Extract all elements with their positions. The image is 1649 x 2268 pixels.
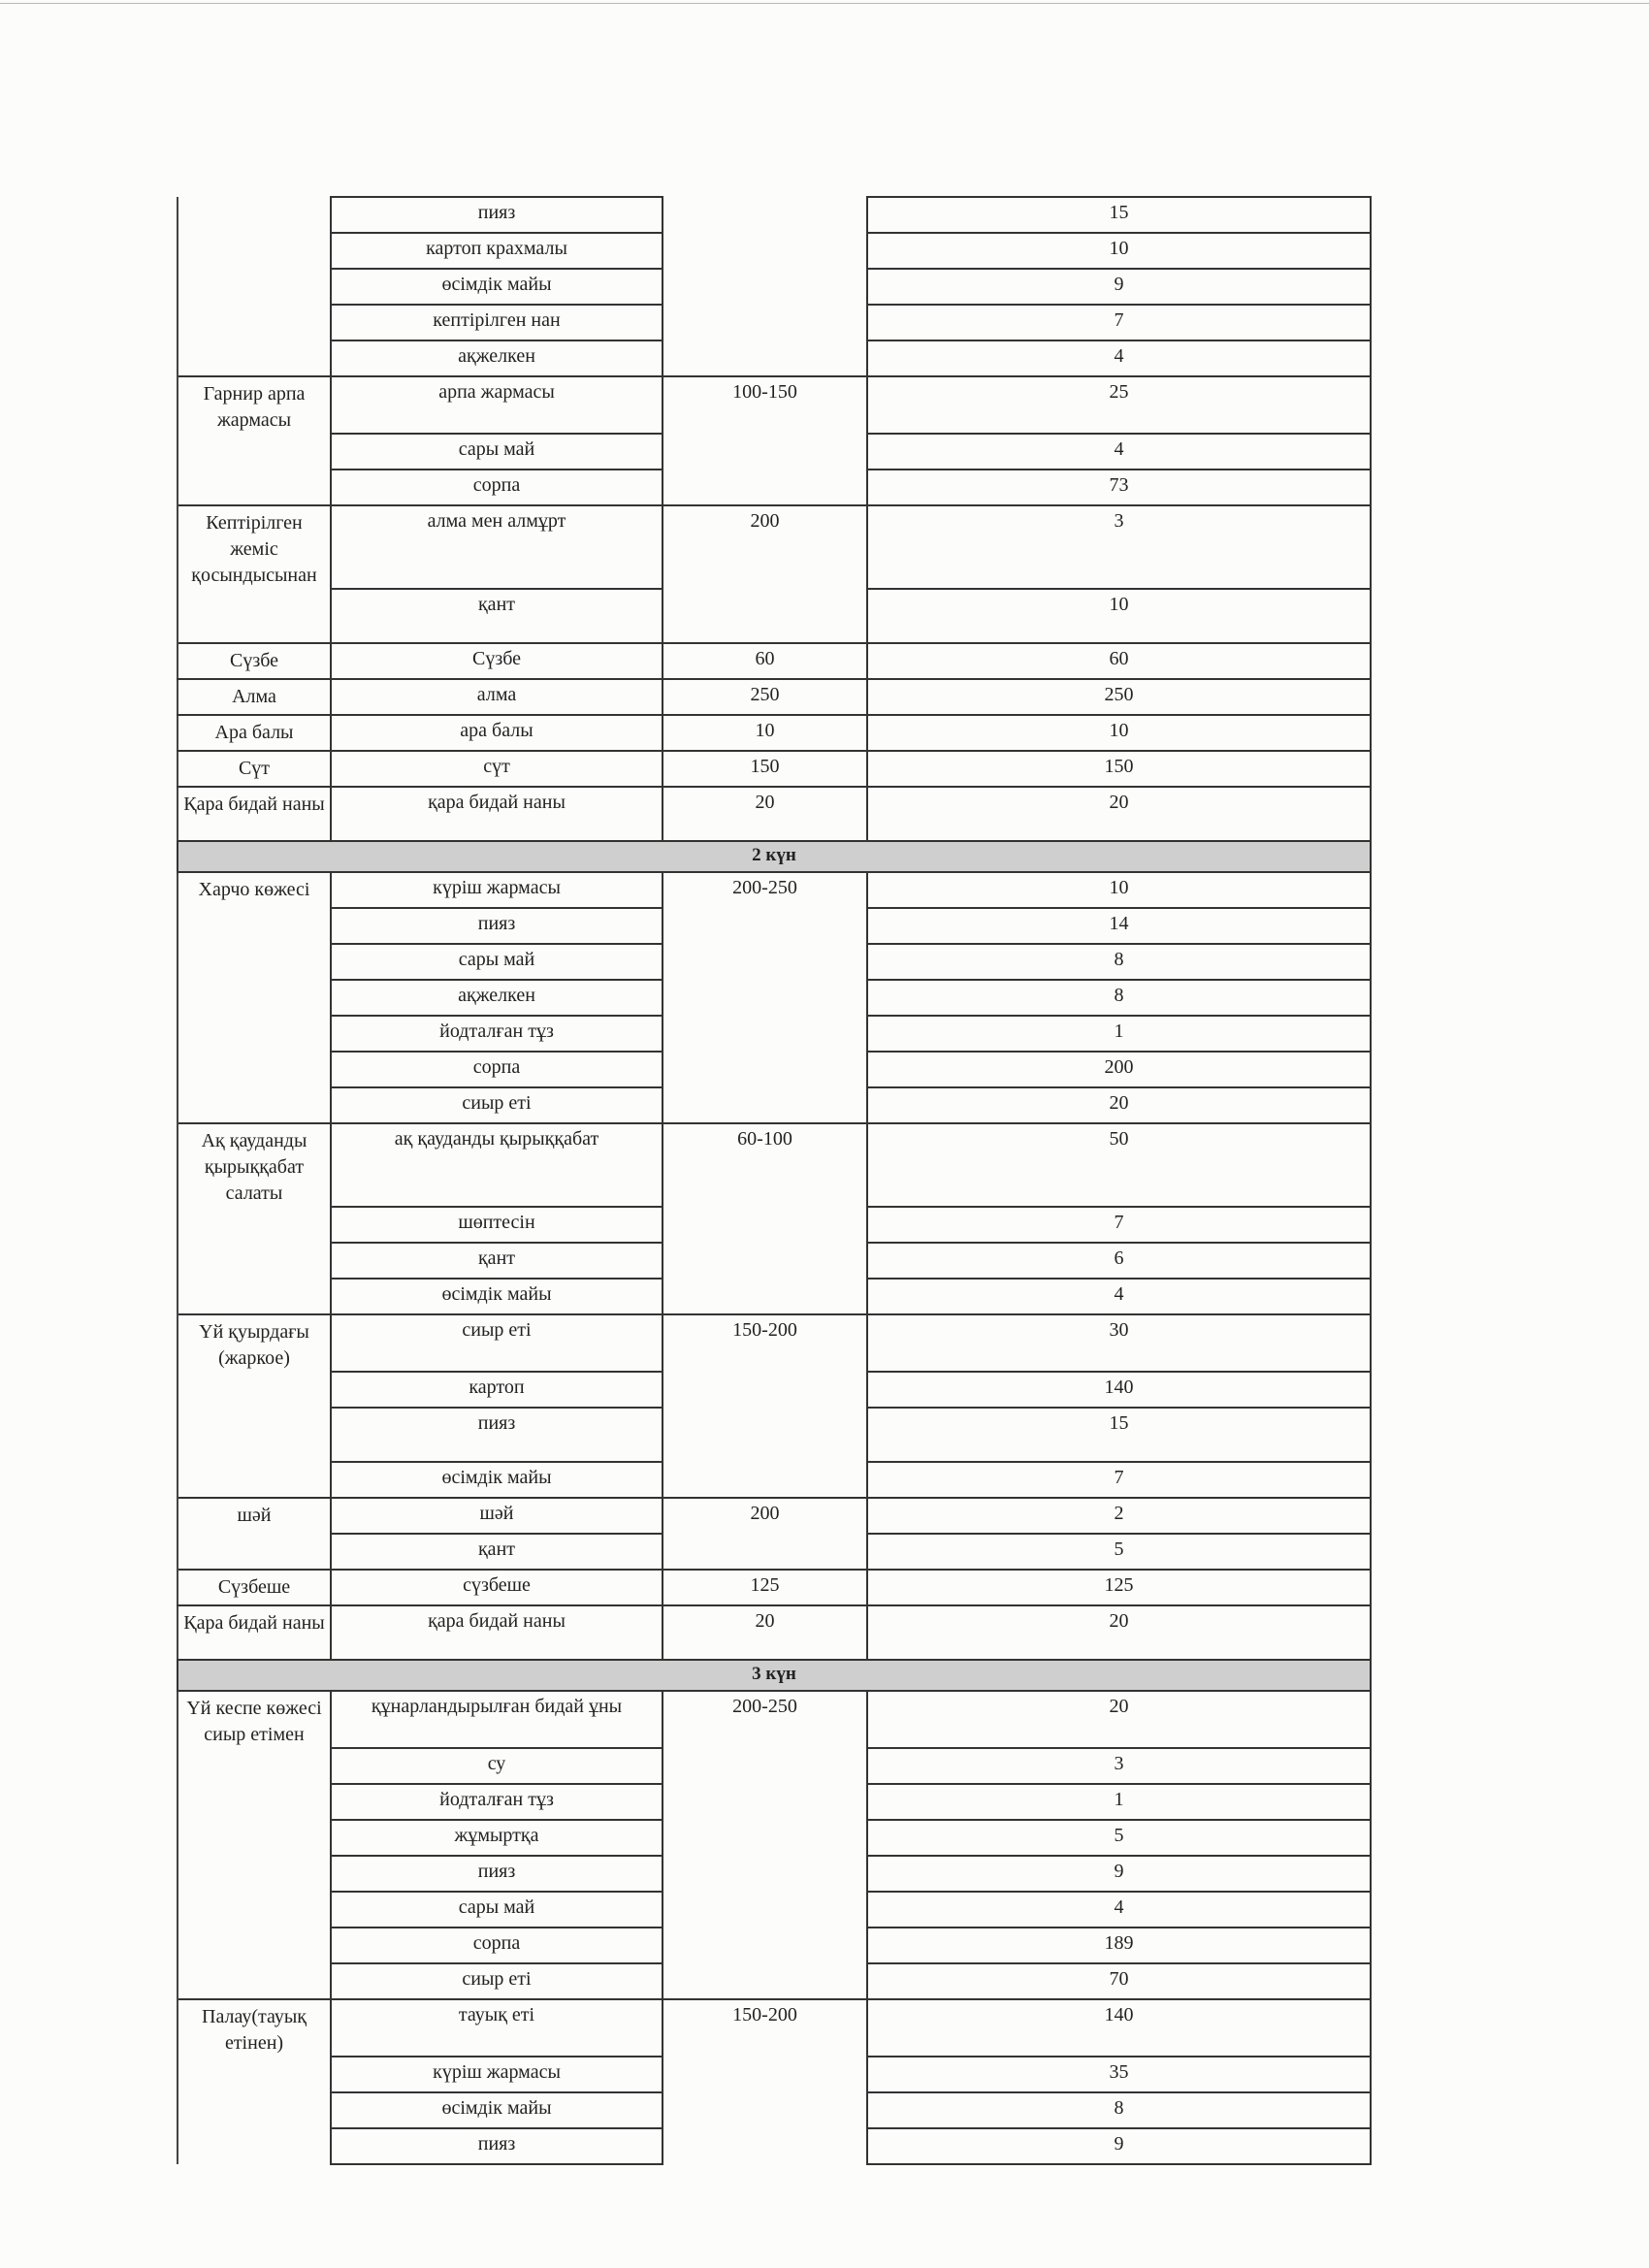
table-row [178,1372,1371,1408]
amount-cell: 1 [867,1016,1371,1052]
ingredient-cell: пияз [331,1856,663,1892]
amount-cell: 150 [867,751,1371,787]
dish-cell: шәй [178,1498,331,1534]
dish-cell [178,1408,331,1462]
ingredient-cell: сары май [331,1892,663,1928]
dish-cell [178,340,331,376]
ingredient-cell: йодталған тұз [331,1016,663,1052]
table-row [178,872,1371,908]
amount-cell: 7 [867,1207,1371,1243]
amount-cell: 8 [867,980,1371,1016]
ingredient-cell: өсімдік майы [331,2092,663,2128]
ingredient-cell: картоп крахмалы [331,233,663,269]
portion-cell: 150 [663,751,867,787]
ingredient-cell: су [331,1748,663,1784]
portion-cell: 150-200 [663,1999,867,2057]
dish-cell: Қара бидай наны [178,787,331,841]
amount-cell: 4 [867,1892,1371,1928]
table-row [178,643,1371,679]
dish-cell [178,2092,331,2128]
table-row [178,589,1371,643]
ingredient-cell: жұмыртқа [331,1820,663,1856]
amount-cell: 7 [867,1462,1371,1498]
dish-cell [178,1016,331,1052]
portion-cell [663,1784,867,1820]
portion-cell: 150-200 [663,1314,867,1372]
amount-cell: 14 [867,908,1371,944]
dish-cell [178,197,331,233]
portion-cell [663,1963,867,1999]
portion-cell [663,1748,867,1784]
ingredient-cell: өсімдік майы [331,269,663,305]
ingredient-cell: қара бидай наны [331,787,663,841]
ingredient-cell: пияз [331,1408,663,1462]
amount-cell: 4 [867,434,1371,470]
dish-cell: Палау(тауық етінен) [178,1999,331,2057]
amount-cell: 125 [867,1570,1371,1605]
ingredient-cell: сорпа [331,1928,663,1963]
ingredient-cell: Сүзбе [331,643,663,679]
portion-cell [663,305,867,340]
table-row [178,376,1371,434]
table-row [178,470,1371,505]
table-row [178,305,1371,340]
table-row [178,1052,1371,1087]
amount-cell: 9 [867,2128,1371,2164]
ingredient-cell: сиыр еті [331,1963,663,1999]
dish-cell [178,1372,331,1408]
amount-cell: 5 [867,1534,1371,1570]
portion-cell [663,1408,867,1462]
portion-cell [663,269,867,305]
portion-cell: 10 [663,715,867,751]
dish-cell: Сүзбеше [178,1570,331,1605]
amount-cell: 4 [867,1279,1371,1314]
portion-cell [663,1928,867,1963]
table-row [178,787,1371,841]
dish-cell [178,233,331,269]
table-row [178,233,1371,269]
amount-cell: 250 [867,679,1371,715]
amount-cell: 3 [867,505,1371,589]
portion-cell [663,340,867,376]
dish-cell [178,2057,331,2092]
ingredient-cell: құнарландырылған бидай ұны [331,1691,663,1748]
table-row [178,1279,1371,1314]
ingredient-cell: сары май [331,944,663,980]
table-row [178,2128,1371,2164]
ingredient-cell: сорпа [331,1052,663,1087]
ingredient-cell: арпа жармасы [331,376,663,434]
ingredient-cell: өсімдік майы [331,1279,663,1314]
ingredient-cell: күріш жармасы [331,872,663,908]
ingredient-cell: тауық еті [331,1999,663,2057]
table-row [178,1243,1371,1279]
portion-cell: 200-250 [663,872,867,908]
dish-cell: Харчо көжесі [178,872,331,908]
table-row [178,1963,1371,1999]
amount-cell: 10 [867,589,1371,643]
table-row [178,1605,1371,1660]
ingredient-cell: ақжелкен [331,980,663,1016]
amount-cell: 30 [867,1314,1371,1372]
dish-cell [178,1784,331,1820]
ingredient-cell: сары май [331,434,663,470]
dish-cell [178,908,331,944]
dish-cell [178,1462,331,1498]
table-row [178,505,1371,589]
dish-cell [178,1820,331,1856]
portion-cell: 200-250 [663,1691,867,1748]
portion-cell [663,1052,867,1087]
dish-cell [178,589,331,643]
amount-cell: 20 [867,1691,1371,1748]
table-row [178,1892,1371,1928]
amount-cell: 8 [867,2092,1371,2128]
portion-cell [663,2092,867,2128]
dish-cell [178,1279,331,1314]
day-header-row [178,1660,1371,1691]
table-row [178,1999,1371,2057]
table-row [178,2092,1371,2128]
portion-cell [663,1462,867,1498]
dish-cell: Қара бидай наны [178,1605,331,1660]
dish-cell: Үй қуырдағы (жаркое) [178,1314,331,1372]
ingredient-cell: ақжелкен [331,340,663,376]
dish-cell [178,1207,331,1243]
portion-cell: 100-150 [663,376,867,434]
table-row [178,1856,1371,1892]
dish-cell [178,1892,331,1928]
table-row [178,1820,1371,1856]
dish-cell: Кептірілген жеміс қосындысынан [178,505,331,589]
ingredient-cell: алма [331,679,663,715]
ingredient-cell: шөптесін [331,1207,663,1243]
ingredient-cell: сорпа [331,470,663,505]
dish-cell: Сүзбе [178,643,331,679]
table-row [178,1314,1371,1372]
dish-cell [178,434,331,470]
table-row [178,1928,1371,1963]
dish-cell [178,1052,331,1087]
table-row [178,1207,1371,1243]
dish-cell [178,1534,331,1570]
amount-cell: 2 [867,1498,1371,1534]
amount-cell: 60 [867,643,1371,679]
ingredient-cell: алма мен алмұрт [331,505,663,589]
dish-cell: Үй кеспе көжесі сиыр етімен [178,1691,331,1748]
dish-cell [178,269,331,305]
amount-cell: 4 [867,340,1371,376]
dish-cell: Гарнир арпа жармасы [178,376,331,434]
ingredient-cell: кептірілген нан [331,305,663,340]
ingredient-cell: күріш жармасы [331,2057,663,2092]
amount-cell: 15 [867,197,1371,233]
amount-cell: 70 [867,1963,1371,1999]
table-row [178,434,1371,470]
amount-cell: 9 [867,269,1371,305]
ingredient-cell: ара балы [331,715,663,751]
ingredient-cell: қант [331,1243,663,1279]
ingredient-cell: пияз [331,2128,663,2164]
dish-cell [178,1928,331,1963]
portion-cell: 200 [663,505,867,589]
amount-cell: 140 [867,1999,1371,2057]
table-row [178,751,1371,787]
amount-cell: 20 [867,1087,1371,1123]
amount-cell: 1 [867,1784,1371,1820]
amount-cell: 9 [867,1856,1371,1892]
portion-cell [663,1856,867,1892]
amount-cell: 73 [867,470,1371,505]
table-row [178,715,1371,751]
portion-cell [663,1016,867,1052]
table-row [178,1691,1371,1748]
table-row [178,2057,1371,2092]
table-row [178,197,1371,233]
dish-cell: Алма [178,679,331,715]
day-label: 3 күн [178,1660,1371,1691]
amount-cell: 25 [867,376,1371,434]
dish-cell [178,980,331,1016]
portion-cell [663,1087,867,1123]
portion-cell: 200 [663,1498,867,1534]
ingredient-cell: сиыр еті [331,1087,663,1123]
portion-cell [663,1892,867,1928]
portion-cell [663,2057,867,2092]
table-row [178,340,1371,376]
dish-cell [178,470,331,505]
amount-cell: 5 [867,1820,1371,1856]
dish-cell: Ара балы [178,715,331,751]
table-row [178,1748,1371,1784]
dish-cell [178,2128,331,2164]
day-header-row [178,841,1371,872]
ingredient-cell: пияз [331,197,663,233]
amount-cell: 35 [867,2057,1371,2092]
amount-cell: 20 [867,1605,1371,1660]
amount-cell: 10 [867,233,1371,269]
table-row [178,1408,1371,1462]
table-row [178,1123,1371,1207]
portion-cell [663,197,867,233]
dish-cell [178,1087,331,1123]
amount-cell: 3 [867,1748,1371,1784]
ingredient-cell: қант [331,589,663,643]
amount-cell: 10 [867,872,1371,908]
amount-cell: 189 [867,1928,1371,1963]
amount-cell: 140 [867,1372,1371,1408]
portion-cell [663,944,867,980]
table-row [178,269,1371,305]
dish-cell [178,1856,331,1892]
ingredient-cell: қара бидай наны [331,1605,663,1660]
amount-cell: 7 [867,305,1371,340]
table-row [178,1462,1371,1498]
dish-cell [178,1748,331,1784]
amount-cell: 50 [867,1123,1371,1207]
portion-cell [663,2128,867,2164]
table-row [178,980,1371,1016]
dish-cell [178,944,331,980]
amount-cell: 8 [867,944,1371,980]
amount-cell: 20 [867,787,1371,841]
portion-cell [663,980,867,1016]
ingredient-cell: өсімдік майы [331,1462,663,1498]
dish-cell [178,305,331,340]
amount-cell: 10 [867,715,1371,751]
portion-cell: 20 [663,787,867,841]
dish-cell: Ақ қауданды қырыққабат салаты [178,1123,331,1207]
day-label: 2 күн [178,841,1371,872]
portion-cell [663,233,867,269]
portion-cell [663,1372,867,1408]
ingredient-cell: шәй [331,1498,663,1534]
table-row [178,908,1371,944]
ingredient-cell: картоп [331,1372,663,1408]
table-row [178,679,1371,715]
ingredient-cell: қант [331,1534,663,1570]
ingredient-cell: пияз [331,908,663,944]
portion-cell [663,470,867,505]
portion-cell [663,1243,867,1279]
dish-cell [178,1963,331,1999]
amount-cell: 200 [867,1052,1371,1087]
table-row [178,1784,1371,1820]
ingredient-cell: сүт [331,751,663,787]
portion-cell: 125 [663,1570,867,1605]
portion-cell: 20 [663,1605,867,1660]
table-row [178,1016,1371,1052]
portion-cell [663,908,867,944]
portion-cell [663,434,867,470]
portion-cell [663,1820,867,1856]
dish-cell [178,1243,331,1279]
portion-cell: 60 [663,643,867,679]
dish-cell: Сүт [178,751,331,787]
table-row [178,1570,1371,1605]
ingredient-cell: сүзбеше [331,1570,663,1605]
portion-cell [663,1534,867,1570]
ingredient-cell: ақ қауданды қырыққабат [331,1123,663,1207]
table-row [178,1534,1371,1570]
ingredient-cell: сиыр еті [331,1314,663,1372]
portion-cell [663,589,867,643]
ingredient-cell: йодталған тұз [331,1784,663,1820]
portion-cell [663,1279,867,1314]
table-row [178,1498,1371,1534]
scan-edge-line [0,3,1649,4]
portion-cell: 250 [663,679,867,715]
table-row [178,1087,1371,1123]
portion-cell [663,1207,867,1243]
portion-cell: 60-100 [663,1123,867,1207]
amount-cell: 15 [867,1408,1371,1462]
menu-table [177,196,1372,2165]
table-row [178,944,1371,980]
amount-cell: 6 [867,1243,1371,1279]
